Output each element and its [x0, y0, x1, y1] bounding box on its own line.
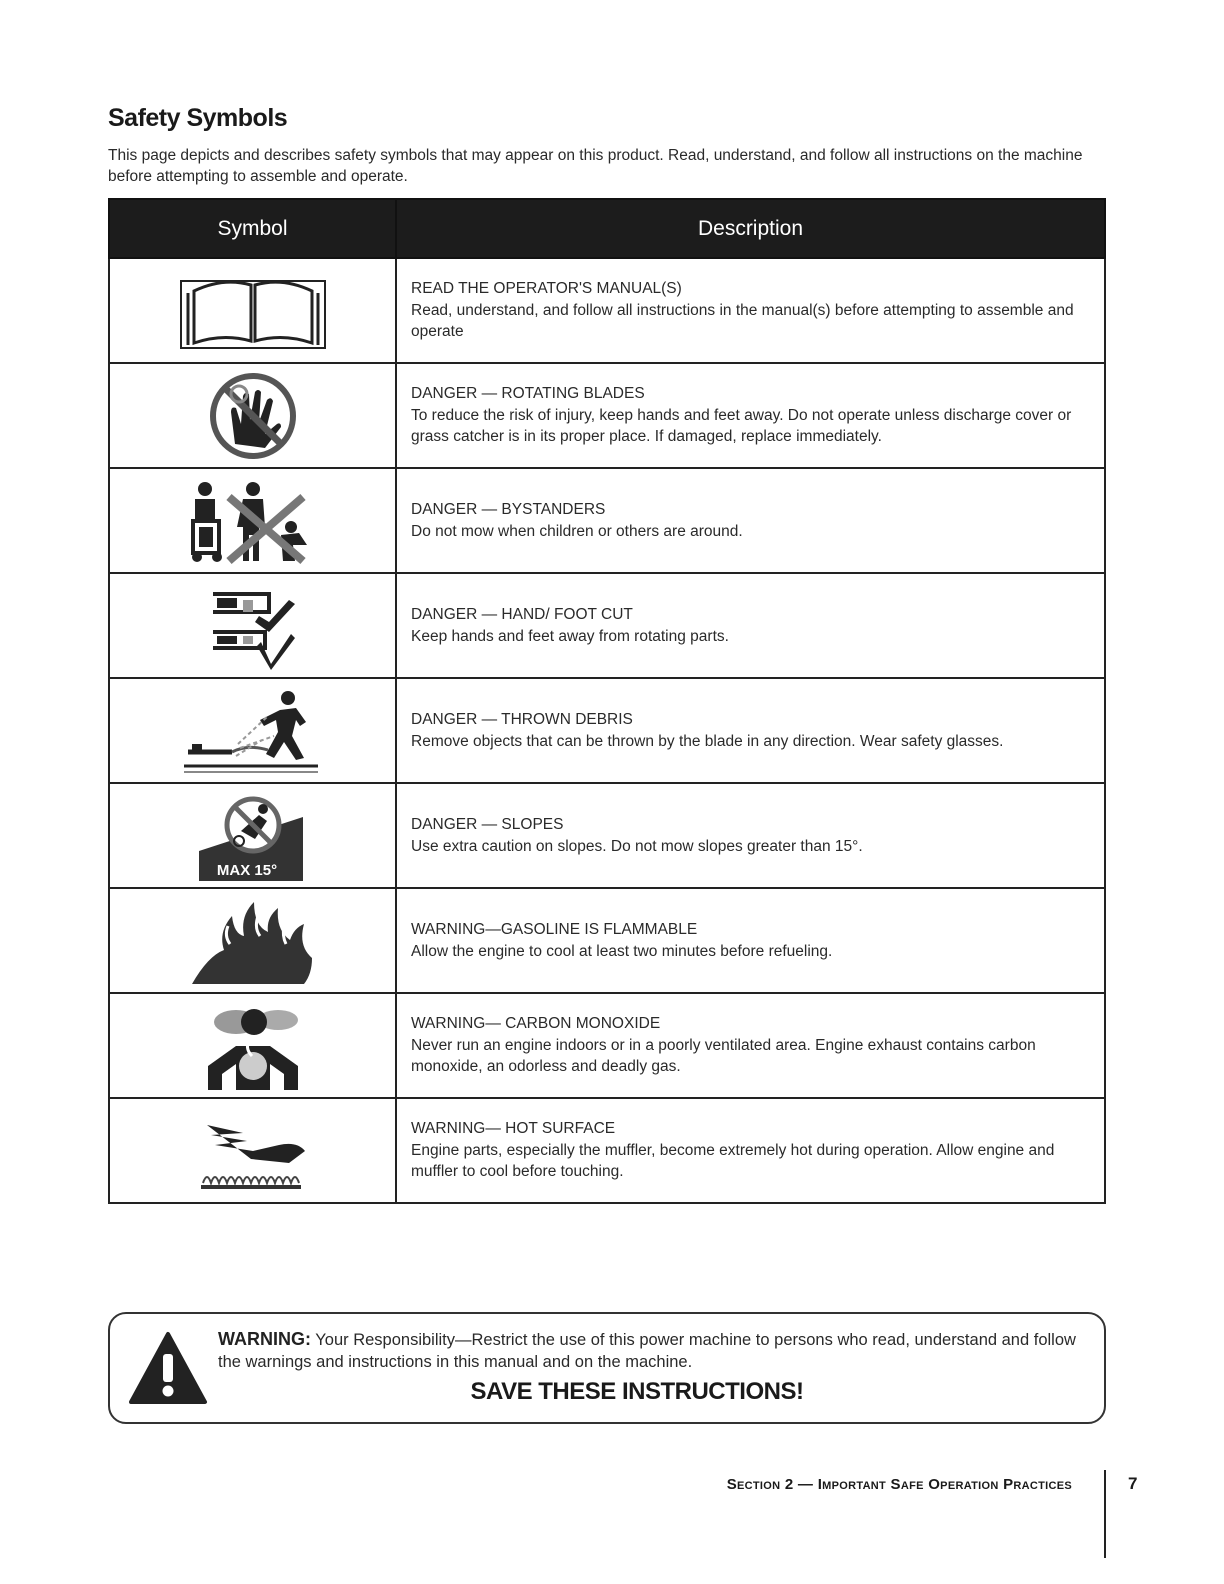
- page-number: 7: [1128, 1474, 1138, 1493]
- symbol-description: To reduce the risk of injury, keep hands and feet away. Do not operate unless discharge cover or grass catcher is in its proper place. If damaged, replace immediately.: [411, 406, 1072, 446]
- hot-surface-icon: [193, 1111, 313, 1191]
- symbol-description: Do not mow when children or others are around.: [411, 522, 743, 540]
- symbol-description: Engine parts, especially the muffler, become extremely hot during operation. Allow engine and muffler to cool before touching.: [411, 1141, 1055, 1181]
- flammable-icon: [188, 896, 318, 986]
- symbol-title: DANGER — ROTATING BLADES: [411, 385, 645, 403]
- table-row: [109, 363, 1105, 468]
- operators-manual-icon: [178, 271, 328, 351]
- footer-section: Section 2 — Important Safe Operation Practices: [726, 1476, 1072, 1493]
- column-header-description: Description: [396, 199, 1105, 258]
- symbol-description: Read, understand, and follow all instructions in the manual(s) before attempting to assemble and operate: [411, 301, 1074, 341]
- bystanders-icon: [173, 475, 333, 567]
- symbol-title: DANGER — HAND/ FOOT CUT: [411, 606, 633, 623]
- safety-symbols-table: [108, 198, 1106, 1204]
- symbol-title: WARNING— HOT SURFACE: [411, 1120, 616, 1138]
- symbol-title: DANGER — THROWN DEBRIS: [411, 711, 633, 728]
- symbol-title: WARNING— CARBON MONOXIDE: [411, 1015, 661, 1033]
- symbol-description: Remove objects that can be thrown by the blade in any direction. Wear safety glasses.: [411, 732, 1004, 750]
- symbol-title: READ THE OPERATOR'S MANUAL(S): [411, 280, 682, 298]
- warning-box: [108, 1312, 1106, 1424]
- footer-divider: [1104, 1470, 1106, 1558]
- intro-paragraph: This page depicts and describes safety symbols that may appear on this product. Read, understand, and follow all instructions on the machine before attempting to assemble and operate.: [108, 147, 1083, 185]
- symbol-description: Use extra caution on slopes. Do not mow slopes greater than 15°.: [411, 837, 863, 855]
- table-row: [109, 468, 1105, 573]
- slopes-icon: [193, 791, 313, 881]
- symbol-description: Keep hands and feet away from rotating parts.: [411, 627, 729, 645]
- symbol-title: DANGER — BYSTANDERS: [411, 501, 606, 518]
- hand-foot-cut-icon: [203, 582, 303, 670]
- table-row: [109, 573, 1105, 678]
- symbol-title: DANGER — SLOPES: [411, 816, 564, 833]
- table-row: [109, 888, 1105, 993]
- column-header-symbol: Symbol: [109, 199, 396, 258]
- table-row: [109, 1098, 1105, 1203]
- symbol-description: Allow the engine to cool at least two minutes before refueling.: [411, 942, 833, 960]
- carbon-monoxide-icon: [198, 1000, 308, 1092]
- table-row: [109, 783, 1105, 888]
- warning-label: WARNING:: [218, 1329, 311, 1349]
- table-row: [109, 993, 1105, 1098]
- rotating-blades-icon: [203, 372, 303, 460]
- table-row: [109, 678, 1105, 783]
- save-instructions: SAVE THESE INSTRUCTIONS!: [470, 1378, 804, 1405]
- warning-text: Your Responsibility—Restrict the use of this power machine to persons who read, understand and follow the warnings and instructions in this manual and on the machine.: [218, 1331, 1076, 1371]
- thrown-debris-icon: [178, 686, 328, 776]
- page-title: Safety Symbols: [108, 104, 288, 132]
- symbol-description: Never run an engine indoors or in a poorly ventilated area. Engine exhaust contains carbon monoxide, an odorless and deadly gas.: [411, 1036, 1036, 1076]
- slope-max-label: MAX 15°: [216, 861, 277, 879]
- table-row: [109, 258, 1105, 363]
- symbol-title: WARNING—GASOLINE IS FLAMMABLE: [411, 921, 698, 938]
